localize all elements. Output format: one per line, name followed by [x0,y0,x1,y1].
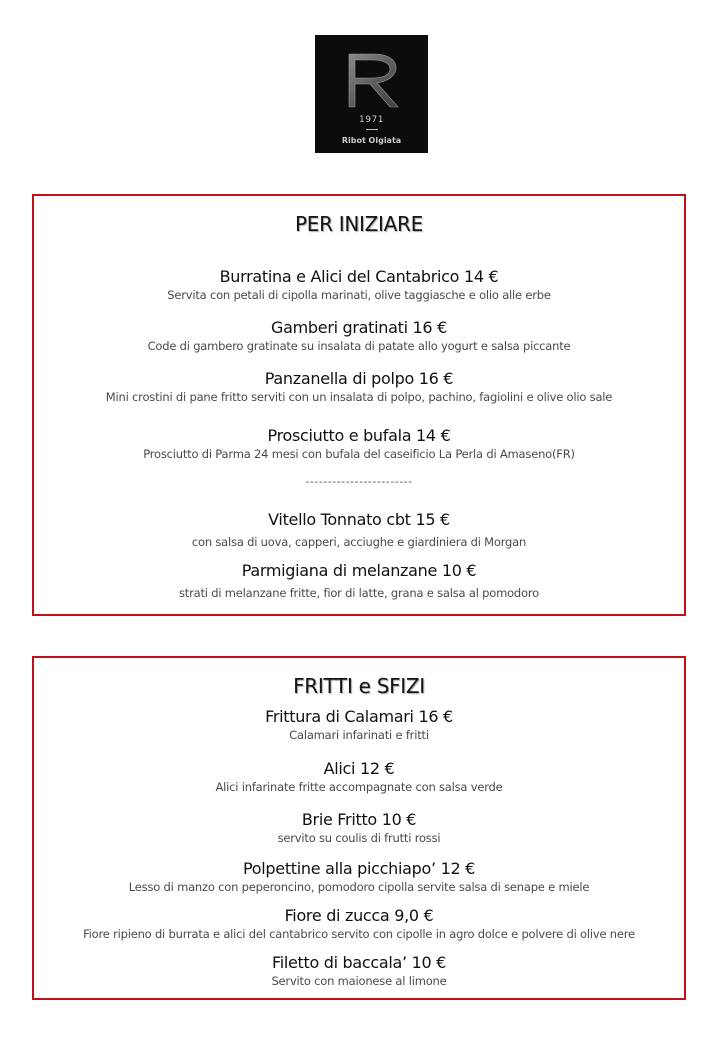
item-description: Fiore ripieno di burrata e alici del cantabrico servito con cipolle in agro dolce e polvere di olive nere [83,927,635,941]
item-description: strati di melanzane fritte, fior di latte, grana e salsa al pomodoro [179,586,539,600]
item-description: Alici infarinate fritte accompagnate con salsa verde [215,780,503,794]
menu-item [34,510,684,550]
item-description: Mini crostini di pane fritto serviti con un insalata di polpo, pachino, fagiolini e olive olio sale [105,390,613,404]
menu-item [34,267,684,303]
item-description: Calamari infarinati e fritti [289,728,429,742]
item-description: servito su coulis di frutti rossi [277,831,441,845]
section-title: FRITTI e SFIZI [293,674,425,698]
separator-line: ------------------------ [305,475,413,488]
item-name: Burratina e Alici del Cantabrico 14 € [219,267,499,286]
item-name: Frittura di Calamari 16 € [265,707,453,726]
menu-item [34,759,684,795]
logo-year: 1971 [359,115,384,125]
logo-name: Ribot Olgiata [341,136,402,145]
menu-item [34,810,684,846]
logo-divider [366,129,378,130]
item-description: Prosciutto di Parma 24 mesi con bufala del caseificio La Perla di Amaseno(FR) [143,447,575,461]
menu-item [34,369,684,405]
item-name: Vitello Tonnato cbt 15 € [268,510,450,529]
item-name: Gamberi gratinati 16 € [271,318,447,337]
menu-item [34,707,684,743]
item-description: Servito con maionese al limone [271,974,447,988]
menu-item [34,906,684,942]
item-description: Code di gambero gratinate su insalata di patate allo yogurt e salsa piccante [147,339,571,353]
item-description: Servita con petali di cipolla marinati, olive taggiasche e olio alle erbe [167,288,551,302]
restaurant-logo [315,35,428,153]
item-name: Brie Fritto 10 € [301,810,417,829]
menu-item [34,859,684,895]
item-description: con salsa di uova, capperi, acciughe e giardiniera di Morgan [191,535,527,549]
item-name: Fiore di zucca 9,0 € [284,906,434,925]
section-fritti-e-sfizi [32,656,686,1000]
item-name: Parmigiana di melanzane 10 € [241,561,477,580]
item-name: Prosciutto e bufala 14 € [267,426,451,445]
item-name: Filetto di baccala’ 10 € [271,953,447,972]
item-description: Lesso di manzo con peperoncino, pomodoro cipolla servite salsa di senape e miele [128,880,590,894]
menu-item [34,561,684,601]
menu-item [34,318,684,354]
item-name: Panzanella di polpo 16 € [264,369,454,388]
item-name: Polpettine alla picchiapo’ 12 € [243,859,475,878]
section-title: PER INIZIARE [295,212,423,236]
item-name: Alici 12 € [323,759,395,778]
menu-item [34,953,684,989]
menu-item [34,426,684,462]
section-per-iniziare [32,194,686,616]
